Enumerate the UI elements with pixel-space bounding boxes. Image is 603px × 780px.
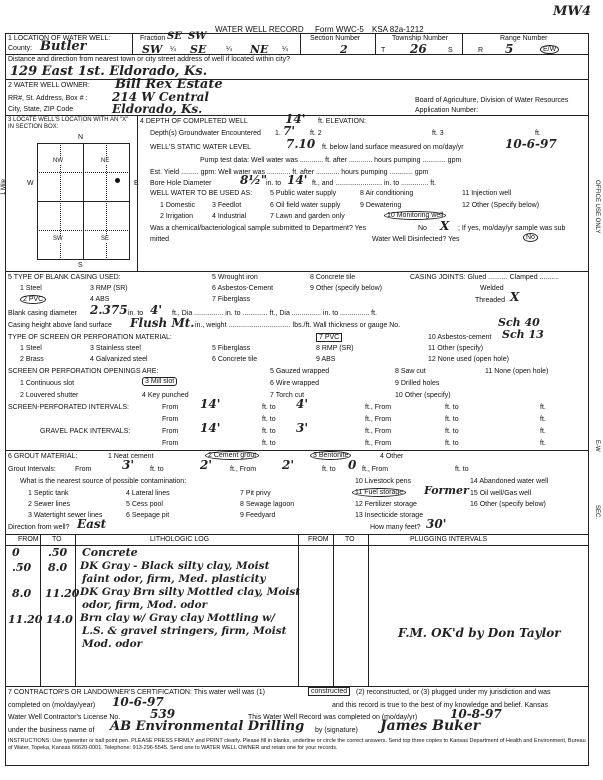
address-value[interactable]: 214 W Central	[112, 90, 209, 104]
casing-4[interactable]: 4 ABS	[90, 296, 110, 303]
well-location-mark	[115, 178, 120, 183]
source-6[interactable]: 6 Seepage pit	[126, 512, 170, 519]
source-12[interactable]: 12 Fertilizer storage	[355, 501, 417, 508]
grout-to-value-2[interactable]: 0	[348, 458, 357, 472]
depth-label: 4 DEPTH OF COMPLETED WELL	[140, 118, 248, 125]
screen-10[interactable]: 10 Asbestos-cement	[428, 334, 492, 341]
use-11[interactable]: 11 Injection well	[462, 190, 512, 197]
chem-tail: ; If yes, mo/day/yr sample was sub	[458, 225, 566, 232]
source-9[interactable]: 9 Feedyard	[240, 512, 276, 519]
use-label: WELL WATER TO BE USED AS:	[150, 190, 253, 197]
source-8[interactable]: 8 Sewage lagoon	[240, 501, 295, 508]
true-statement: and this record is true to the best of my knowledge and belief. Kansas	[332, 702, 548, 709]
bore-in-to: in. to	[266, 180, 282, 187]
perf-10[interactable]: 10 Other (specify)	[395, 392, 451, 399]
spi-from-value[interactable]: 14'	[200, 397, 221, 411]
city-value[interactable]: Eldorado, Ks.	[112, 102, 203, 116]
spi-to-value[interactable]: 4'	[296, 397, 309, 411]
signature-label: by (signature)	[315, 727, 358, 734]
static-label: WELL'S STATIC WATER LEVEL	[150, 144, 252, 151]
form-title: WATER WELL RECORD	[215, 25, 304, 34]
log-row-6-desc[interactable]: Brn clay w/ Gray clay Mottling w/	[80, 612, 275, 624]
casing-diameter-value[interactable]: 2.375	[90, 303, 128, 317]
screen-7-pvc[interactable]: 7 PVC	[316, 333, 342, 342]
spi-ft-to-4: ft. to	[445, 416, 459, 423]
grout-2[interactable]: 2 Cement grout	[205, 451, 259, 460]
gp-ft-from: ft., From	[365, 428, 392, 435]
sec2-label: 2 WATER WELL OWNER:	[8, 82, 90, 89]
gp-from-label: From	[162, 428, 179, 435]
township-label: Township Number	[392, 35, 449, 42]
sec5-label: 5 TYPE OF BLANK CASING USED:	[8, 274, 121, 281]
perf-5[interactable]: 5 Gauzed wrapped	[270, 368, 330, 375]
groundwater-ft: ft.	[535, 130, 541, 137]
log-row-5-desc[interactable]: odor, firm, Mod. odor	[82, 599, 208, 611]
static-value[interactable]: 7.10	[286, 137, 316, 151]
perf-1[interactable]: 1 Continuous slot	[20, 380, 75, 387]
quad-sw: SW	[53, 236, 63, 242]
use-5[interactable]: 5 Public water supply	[270, 190, 337, 197]
screen-2[interactable]: 2 Brass	[20, 356, 44, 363]
gp-ft-from-2: ft., From	[365, 440, 392, 447]
compass-w: W	[27, 180, 34, 187]
spi-ft-from-2: ft., From	[365, 416, 392, 423]
spi-from-label: From	[162, 404, 179, 411]
form-ksa: KSA 82a-1212	[372, 25, 424, 34]
use-1[interactable]: 1 Domestic	[160, 202, 196, 209]
chem-no: No	[418, 225, 427, 232]
range-r: R	[478, 47, 484, 54]
grout-ft-from: ft., From	[230, 466, 257, 473]
gauge-value[interactable]: Sch 40	[498, 316, 540, 329]
use-3[interactable]: 3 Feedlot	[212, 202, 242, 209]
how-many-label: How many feet?	[370, 524, 421, 531]
license-label: Water Well Contractor's License No.	[8, 714, 121, 721]
perf-11[interactable]: 11 None (open hole)	[485, 368, 549, 375]
log-header-plugging: PLUGGING INTERVALS	[410, 536, 488, 543]
ew-label: E-W	[594, 440, 600, 452]
grout-from-value-1[interactable]: 3'	[122, 458, 135, 472]
grout-ft-to-2: ft. to	[322, 466, 336, 473]
screen-type-label: TYPE OF SCREEN OR PERFORATION MATERIAL:	[8, 334, 172, 341]
gp-ft-to: ft. to	[262, 428, 276, 435]
log-row-2-from[interactable]: .50	[12, 561, 32, 574]
section-number-label: Section Number	[310, 35, 361, 42]
screen-8[interactable]: 8 RMP (SR)	[316, 345, 354, 352]
fuel-note[interactable]: Former	[424, 484, 469, 497]
disinfect-no[interactable]: No	[523, 233, 538, 242]
contamination-label: What is the nearest source of possible contamination:	[20, 478, 187, 485]
perf-2[interactable]: 2 Louvered shutter	[20, 392, 79, 399]
log-row-7-desc[interactable]: L.S. & gravel stringers, firm, Moist	[82, 625, 287, 637]
spi-ft-from: ft., From	[365, 404, 392, 411]
source-3[interactable]: 3 Watertight sewer lines	[28, 512, 103, 519]
quad-nw: NW	[53, 158, 63, 164]
casing-diameter-label: Blank casing diameter	[8, 310, 77, 317]
log-header-litho: LITHOLOGIC LOG	[150, 536, 210, 543]
fraction-value-4[interactable]: SE	[190, 43, 207, 56]
sec1-label: 1 LOCATION OF WATER WELL:	[8, 35, 111, 42]
business-label: under the business name of	[8, 727, 95, 734]
casing-height-rest: in., weight ................................ lbs./ft. Wall thickness or gauge No.	[195, 322, 401, 329]
gravel-intervals-label: GRAVEL PACK INTERVALS:	[40, 428, 131, 435]
spi-ft-end: ft.	[540, 404, 546, 411]
casing-5[interactable]: 5 Wrought iron	[212, 274, 258, 281]
perf-3-mill-slot[interactable]: 3 Mill slot	[142, 377, 177, 386]
casing-8[interactable]: 8 Concrete tile	[310, 274, 356, 281]
cert-rest: (2) reconstructed, or (3) plugged under my jurisdiction and was	[356, 689, 551, 696]
gp-ft-to-4: ft. to	[445, 440, 459, 447]
threaded-label: Threaded	[475, 297, 505, 304]
range-ew[interactable]: E/W	[540, 45, 559, 54]
compass-s: S	[78, 262, 83, 269]
welded-label: Welded	[480, 285, 504, 292]
grout-to-value-1[interactable]: 2'	[200, 458, 213, 472]
source-5[interactable]: 5 Cess pool	[126, 501, 163, 508]
elevation-label: ft. ELEVATION:	[318, 118, 366, 125]
source-1[interactable]: 1 Septic tank	[28, 490, 69, 497]
bore-to-value[interactable]: 14'	[287, 173, 308, 187]
sec3-label: 3 LOCATE WELL'S LOCATION WITH AN "X" IN SECTION BOX:	[8, 117, 129, 130]
use-12[interactable]: 12 Other (Specify below)	[462, 202, 540, 209]
constructed-option[interactable]: constructed	[308, 687, 350, 696]
static-date[interactable]: 10-6-97	[505, 137, 557, 151]
perf-8[interactable]: 8 Saw cut	[395, 368, 426, 375]
sec6-label: 6 GROUT MATERIAL:	[8, 453, 78, 460]
form-number: Form WWC-5	[315, 25, 364, 34]
bore-rest: ft., and ........................ in. to .............. ft.	[312, 180, 437, 187]
record-date[interactable]: 10-8-97	[450, 707, 502, 721]
sec7-label: 7 CONTRACTOR'S OR LANDOWNER'S CERTIFICATION: This water well was (1)	[8, 689, 265, 696]
use-6[interactable]: 6 Oil field water supply	[270, 202, 341, 209]
log-row-1-to[interactable]: .50	[48, 546, 68, 559]
source-4[interactable]: 4 Lateral lines	[126, 490, 170, 497]
section-number-value[interactable]: 2	[340, 43, 348, 56]
distance-value[interactable]: 129 East 1st. Eldorado, Ks.	[10, 64, 208, 79]
fraction-value-3[interactable]: SW	[142, 43, 163, 56]
source-10[interactable]: 10 Livestock pens	[355, 478, 412, 485]
grout-ft-to-1: ft. to	[150, 466, 164, 473]
fraction-value-1[interactable]: SE	[167, 31, 182, 42]
gp-ft-end: ft.	[540, 428, 546, 435]
use-7[interactable]: 7 Lawn and garden only	[270, 213, 345, 220]
screen-intervals-label: SCREEN-PERFORATED INTERVALS:	[8, 404, 129, 411]
log-header-to: TO	[52, 536, 62, 543]
compass-e: E	[134, 180, 139, 187]
county-value[interactable]: Butler	[40, 39, 87, 54]
range-label: Range Number	[500, 35, 548, 42]
county-label: County:	[8, 45, 33, 52]
casing-7[interactable]: 7 Fiberglass	[212, 296, 251, 303]
screen-6[interactable]: 6 Concrete tile	[212, 356, 258, 363]
sec-label: SEC.	[594, 505, 600, 520]
groundwater-ft3: ft. 3	[432, 130, 444, 137]
gp-ft-end-2: ft.	[540, 440, 546, 447]
compass-n: N	[78, 134, 84, 141]
use-2[interactable]: 2 Irrigation	[160, 213, 194, 220]
casing-height-value[interactable]: Flush Mt.	[130, 316, 195, 330]
casing-3[interactable]: 3 RMP (SR)	[90, 285, 128, 292]
screen-12[interactable]: 12 None used (open hole)	[428, 356, 509, 363]
completed-label: completed on (mo/day/year)	[8, 702, 96, 709]
screen-1[interactable]: 1 Steel	[20, 345, 42, 352]
log-row-4-from[interactable]: 8.0	[12, 587, 32, 600]
grout-ft-to-3: ft. to	[455, 466, 469, 473]
log-note[interactable]: F.M. OK'd by Don Taylor	[398, 626, 561, 640]
use-9[interactable]: 9 Dewatering	[360, 202, 402, 209]
city-label: City, State, ZIP Code	[8, 106, 74, 113]
corner-note: MW4	[553, 4, 592, 19]
threaded-x[interactable]: X	[510, 290, 520, 304]
screen-11[interactable]: 11 Other (specify)	[428, 345, 484, 352]
source-13[interactable]: 13 Insecticide storage	[355, 512, 424, 519]
groundwater-label: Depth(s) Groundwater Encountered	[150, 130, 261, 137]
spi-from-label-2: From	[162, 416, 179, 423]
log-header-from-2: FROM	[308, 536, 329, 543]
log-row-4-to[interactable]: 11.20	[45, 587, 80, 600]
gp-ft-to-3: ft. to	[262, 440, 276, 447]
casing-height-label: Casing height above land surface	[8, 322, 112, 329]
casing-diameter-rest: ft., Dia ............... in. to ............. ft., Dia ............... in. to ............... ft.	[172, 310, 377, 317]
grout-3-bentonite[interactable]: 3 Bentonite	[310, 451, 351, 460]
gp-from-label-2: From	[162, 440, 179, 447]
application-number-label: Application Number:	[415, 107, 479, 114]
screen-3[interactable]: 3 Stainless steel	[90, 345, 141, 352]
fraction-label: Fraction	[140, 35, 166, 42]
record-completed-text: This Water Well Record was completed on (mo/day/yr)	[248, 714, 418, 721]
bore-label: Bore Hole Diameter	[150, 180, 212, 187]
log-row-1-desc[interactable]: Concrete	[82, 546, 138, 559]
source-2[interactable]: 2 Sewer lines	[28, 501, 71, 508]
fraction-value-5[interactable]: NE	[250, 43, 269, 56]
source-7[interactable]: 7 Pit privy	[240, 490, 271, 497]
one-mile-label: 1 Mile	[1, 178, 7, 195]
source-14[interactable]: 14 Abandoned water well	[470, 478, 549, 485]
casing-joints-label: CASING JOINTS: Glued .......... Clamped ..........	[410, 274, 559, 281]
distance-label: Distance and direction from nearest town or city street address of well if located within city?	[8, 56, 291, 63]
quad-se: SE	[101, 236, 110, 242]
completed-value[interactable]: 10-6-97	[112, 695, 164, 709]
range-value[interactable]: 5	[505, 42, 514, 56]
perf-4[interactable]: 4 Key punched	[142, 392, 189, 399]
spi-ft-to: ft. to	[262, 404, 276, 411]
perforation-label: SCREEN OR PERFORATION OPENINGS ARE:	[8, 368, 159, 375]
grout-from-value-2[interactable]: 2'	[282, 458, 295, 472]
use-10-monitoring[interactable]: 10 Monitoring well	[384, 211, 446, 220]
signature[interactable]: James Buker	[380, 718, 481, 734]
log-row-1-from[interactable]: 0	[12, 546, 20, 559]
casing-2-pvc[interactable]: 2 PVC	[20, 295, 46, 304]
groundwater-value-1[interactable]: 7'	[283, 124, 296, 138]
log-header-to-2: TO	[345, 536, 355, 543]
screen-note[interactable]: Sch 13	[502, 328, 544, 341]
grout-1[interactable]: 1 Neat cement	[108, 453, 154, 460]
perf-6[interactable]: 6 Wire wrapped	[270, 380, 320, 387]
gp-ft-to-2: ft. to	[445, 428, 459, 435]
grout-intervals-label: Grout Intervals:	[8, 466, 56, 473]
grout-4[interactable]: 4 Other	[380, 453, 404, 460]
township-s: S	[448, 47, 453, 54]
address-label: RR#, St. Address, Box # :	[8, 95, 88, 102]
direction-value[interactable]: East	[77, 517, 107, 531]
quarter-mark-2: ¼	[226, 46, 232, 53]
log-header-from: FROM	[18, 536, 39, 543]
chem-x[interactable]: X	[440, 219, 450, 233]
groundwater-ft2: ft. 2	[310, 130, 322, 137]
perf-7[interactable]: 7 Torch cut	[270, 392, 305, 399]
log-row-4-desc[interactable]: DK Gray Brn silty Mottled clay, Moist	[80, 586, 301, 598]
casing-1[interactable]: 1 Steel	[20, 285, 42, 292]
pump-test-line: Pump test data: Well water was ............ ft. after ............ hours pumping ............ gpm	[200, 157, 462, 164]
direction-label: Direction from well?	[8, 524, 70, 531]
source-15[interactable]: 15 Oil well/Gas well	[470, 490, 532, 497]
quarter-mark-3: ¼	[282, 46, 288, 53]
quarter-mark-1: ¼	[170, 46, 176, 53]
log-row-2-to[interactable]: 8.0	[48, 561, 68, 574]
disinfect-question: Water Well Disinfected? Yes	[372, 236, 460, 243]
spi-ft-to-3: ft. to	[262, 416, 276, 423]
owner-value[interactable]: Bill Rex Estate	[115, 77, 223, 92]
gp-to-value[interactable]: 3'	[296, 421, 309, 435]
grout-from-1: From	[75, 466, 92, 473]
license-value[interactable]: 539	[150, 707, 176, 721]
screen-9[interactable]: 9 ABS	[316, 356, 336, 363]
spi-ft-end-2: ft.	[540, 416, 546, 423]
depth-value[interactable]: 14'	[285, 112, 306, 126]
log-row-2-desc[interactable]: DK Gray - Black silty clay, Moist	[80, 560, 270, 572]
static-suffix: ft. below land surface measured on mo/day/yr	[322, 144, 464, 151]
instructions: INSTRUCTIONS: Use typewriter or ball point pen. PLEASE PRESS FIRMLY and PRINT clearly. Please fill in blanks, underline or circle the correct answers. Send top three copies to Kansas Department of Health and Environment, Bureau of Water, Topeka, Kansas 66620-0001. Telephone: 913-296-5545. Send one to WATER WELL OWNER and retain one for your records.	[8, 738, 586, 751]
business-value[interactable]: AB Environmental Drilling	[110, 719, 305, 734]
township-value[interactable]: 26	[410, 42, 427, 56]
quad-ne: NE	[101, 158, 110, 164]
perf-9[interactable]: 9 Drilled holes	[395, 380, 440, 387]
how-many-value[interactable]: 30'	[426, 517, 447, 531]
est-yield-line: Est. Yield ......... gpm: Well water was ............ ft. after ............ hours pumping ............ gpm	[150, 169, 429, 176]
source-11-fuel[interactable]: 11 Fuel storage	[352, 488, 406, 497]
fraction-value-2[interactable]: SW	[188, 31, 207, 42]
casing-9[interactable]: 9 Other (specify below)	[310, 285, 382, 292]
gp-from-value[interactable]: 14'	[200, 421, 221, 435]
log-row-6-to[interactable]: 14.0	[46, 613, 73, 626]
office-use-label: OFFICE USE ONLY	[594, 180, 600, 234]
casing-diameter-to: in. to	[128, 310, 144, 317]
casing-diameter-ft[interactable]: 4'	[150, 303, 163, 317]
use-8[interactable]: 8 Air conditioning	[360, 190, 414, 197]
bore-value[interactable]: 8½"	[240, 173, 268, 187]
log-row-8-desc[interactable]: Mod. odor	[82, 638, 143, 650]
casing-6[interactable]: 6 Asbestos-Cement	[212, 285, 274, 292]
chem-mitted: mitted	[150, 236, 170, 243]
log-row-6-from[interactable]: 11.20	[8, 613, 43, 626]
spi-ft-to-2: ft. to	[445, 404, 459, 411]
source-16[interactable]: 16 Other (specify below)	[470, 501, 546, 508]
board-label: Board of Agriculture, Division of Water Resources	[415, 97, 569, 104]
screen-5[interactable]: 5 Fiberglass	[212, 345, 251, 352]
chem-question: Was a chemical/bacteriological sample submitted to Department? Yes	[150, 225, 367, 232]
use-4[interactable]: 4 Industrial	[212, 213, 247, 220]
township-t: T	[381, 47, 386, 54]
grout-ft-from-2: ft., From	[362, 466, 389, 473]
screen-4[interactable]: 4 Galvanized steel	[90, 356, 148, 363]
log-row-3-desc[interactable]: faint odor, firm, Med. plasticity	[82, 573, 266, 585]
